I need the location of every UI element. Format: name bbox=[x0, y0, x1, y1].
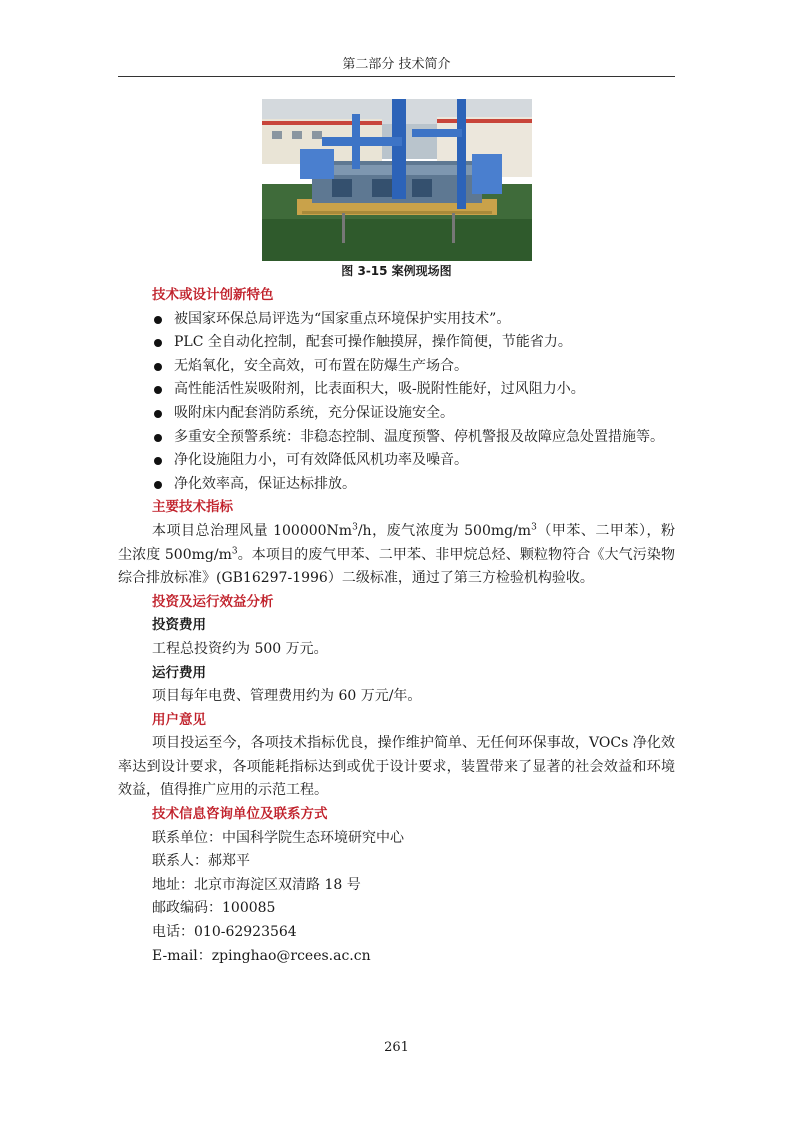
operating-cost-heading: 运行费用 bbox=[152, 664, 206, 681]
list-item: 被国家环保总局评选为“国家重点环境保护实用技术”。 bbox=[118, 308, 675, 332]
page-header: 第二部分 技术简介 bbox=[342, 57, 451, 72]
contact-org: 联系单位：中国科学院生态环境研究中心 bbox=[152, 829, 404, 846]
operating-cost-text: 项目每年电费、管理费用约为 60 万元/年。 bbox=[152, 688, 422, 705]
contact-postcode: 邮政编码：100085 bbox=[152, 900, 276, 917]
contact-heading: 技术信息咨询单位及联系方式 bbox=[152, 806, 328, 823]
page-number: 261 bbox=[384, 1040, 409, 1055]
case-site-photo bbox=[262, 99, 532, 261]
investment-heading: 投资及运行效益分析 bbox=[152, 593, 274, 610]
contact-email: E-mail：zpinghao@rcees.ac.cn bbox=[152, 947, 371, 964]
innovation-heading: 技术或设计创新特色 bbox=[152, 287, 274, 303]
feedback-heading: 用户意见 bbox=[152, 711, 206, 728]
invest-cost-text: 工程总投资约为 500 万元。 bbox=[152, 640, 328, 657]
bullet-icon bbox=[154, 339, 162, 347]
header-rule bbox=[118, 76, 675, 77]
contact-person: 联系人：郝郑平 bbox=[152, 853, 250, 870]
list-item: 多重安全预警系统：非稳态控制、温度预警、停机警报及故障应急处置措施等。 bbox=[118, 426, 675, 450]
contact-phone: 电话：010-62923564 bbox=[152, 924, 297, 941]
list-item: 净化效率高，保证达标排放。 bbox=[118, 473, 675, 497]
invest-cost-heading: 投资费用 bbox=[152, 617, 206, 634]
bullet-icon bbox=[154, 410, 162, 418]
bullet-icon bbox=[154, 363, 162, 371]
list-item: PLC 全自动化控制，配套可操作触摸屏，操作简便，节能省力。 bbox=[118, 331, 675, 355]
document-body bbox=[118, 284, 675, 968]
indicators-paragraph: 本项目总治理风量 100000Nm$^3$/h，废气浓度为 $500mg/m^3$（甲苯、二甲苯），粉尘浓度 $500mg/m^3$。本项目的废气甲苯、二甲苯、非甲烷总烃、颗粒物符合《大气污染物综合排放标准》(GB16297-1996）二级标准，通过了第三方检验机构验收。 bbox=[118, 522, 676, 587]
contact-address: 地址：北京市海淀区双清路 18 号 bbox=[152, 876, 361, 893]
list-item: 高性能活性炭吸附剂，比表面积大，吸-脱附性能好，过风阻力小。 bbox=[118, 378, 675, 402]
indicators-heading: 主要技术指标 bbox=[152, 499, 233, 516]
innovation-list bbox=[118, 308, 675, 497]
bullet-icon bbox=[154, 481, 162, 489]
feedback-paragraph: 项目投运至今，各项技术指标优良，操作维护简单、无任何环保事故，VOCs 净化效率达到设计要求，各项能耗指标达到或优于设计要求，装置带来了显著的社会效益和环境效益，值得推广应用的示范工程。 bbox=[118, 735, 675, 799]
bullet-icon bbox=[154, 316, 162, 324]
list-item: 无焰氧化，安全高效，可布置在防爆生产场合。 bbox=[118, 355, 675, 379]
list-item: 净化设施阻力小，可有效降低风机功率及噪音。 bbox=[118, 449, 675, 473]
bullet-icon bbox=[154, 386, 162, 394]
bullet-icon bbox=[154, 434, 162, 442]
list-item: 吸附床内配套消防系统，充分保证设施安全。 bbox=[118, 402, 675, 426]
figure-caption: 图 3-15 案例现场图 bbox=[341, 264, 452, 278]
bullet-icon bbox=[154, 457, 162, 465]
